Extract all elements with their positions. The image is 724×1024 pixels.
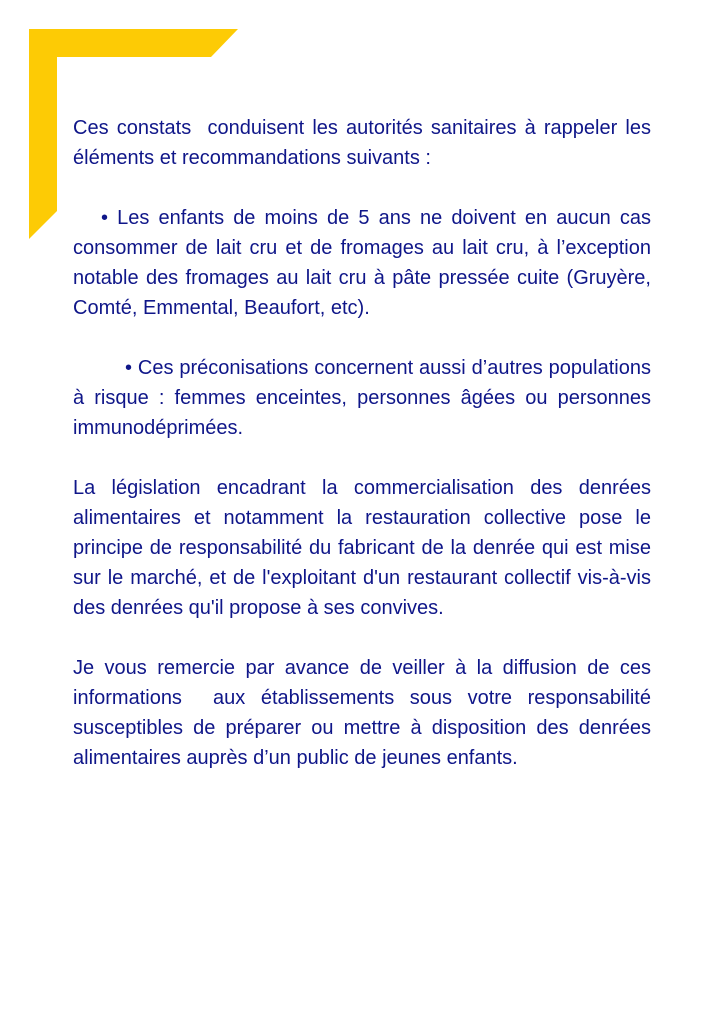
bullet-children-under-5: • Les enfants de moins de 5 ans ne doivent en aucun cas consommer de lait cru et de fromages au lait cru, à l’exception notable des fromages au lait cru à pâte pressée cuite (Gruyère, Comté, Emmental, Beaufort, etc). [73, 207, 651, 319]
bullet-at-risk-populations: • Ces préconisations concernent aussi d’autres populations à risque : femmes enceintes, personnes âgées ou personnes immunodéprimées. [73, 357, 651, 439]
legislation-paragraph: La législation encadrant la commercialisation des denrées alimentaires et notamment la restauration collective pose le principe de responsabilité du fabricant de la denrée qui est mise sur le marché, et de l'exploitant d'un restaurant collectif vis-à-vis des denrées qu'il propose à ses convives. [73, 477, 651, 619]
document-body [73, 113, 657, 803]
intro-paragraph: Ces constats conduisent les autorités sanitaires à rappeler les éléments et recommandations suivants : [73, 117, 657, 169]
closing-paragraph: Je vous remercie par avance de veiller à la diffusion de ces informations aux établissements sous votre responsabilité susceptibles de préparer ou mettre à disposition des denrées alimentaires auprès d’un public de jeunes enfants. [73, 657, 657, 769]
